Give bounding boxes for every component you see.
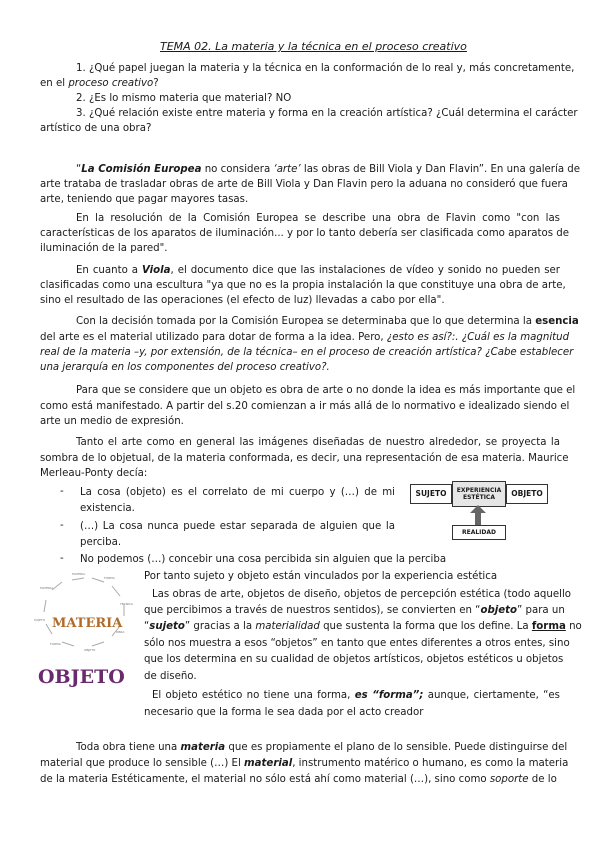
up-arrow-icon	[470, 505, 486, 525]
bullet-dash: -	[60, 486, 64, 497]
paragraph-7-line-2: Las obras de arte, objetos de diseño, objetos de percepción estética (todo aquello	[152, 589, 572, 600]
paragraph-1-line-2: arte trataba de trasladar obras de arte de Bill Viola y Dan Flavin pero la aduana no consideró que fuera	[40, 179, 568, 190]
question-3-line-1: 3. ¿Qué relación existe entre materia y forma en la creación artística? ¿Cuál determina el carácter	[76, 108, 578, 119]
bullet-3: No podemos (…) concebir una cosa percibida sin alguien que la perciba	[80, 554, 447, 565]
paragraph-7-line-3: que percibimos a través de nuestros sentidos), se convierten en “objeto” para un	[144, 605, 565, 616]
diagram-experience-box: EXPERIENCIA ESTÉTICA	[452, 481, 506, 507]
bullet-2-line-1: (…) La cosa nunca puede estar separada de alguien que la	[80, 521, 395, 532]
experience-diagram	[408, 476, 548, 540]
cycle-ring-label: OBRA	[116, 630, 125, 634]
question-1-line-2: en el proceso creativo?	[40, 78, 159, 89]
paragraph-3-line-1: En cuanto a Viola, el documento dice que las instalaciones de vídeo y sonido no pueden ser	[76, 265, 560, 276]
paragraph-8-line-1: El objeto estético no tiene una forma, es “forma”; aunque, ciertamente, “es	[152, 690, 560, 701]
cycle-arrows	[32, 572, 136, 652]
question-3-line-2: artístico de una obra?	[40, 123, 152, 134]
paragraph-9-line-3: de la materia Estéticamente, el material no sólo está ahí como material (…), sino como soporte de lo	[40, 774, 557, 785]
paragraph-3-line-3: sino el resultado de las operaciones (el efecto de luz) llevadas a cabo por ella".	[40, 295, 445, 306]
paragraph-3-line-2: clasificadas como una escultura "ya que no es la propia instalación la que constituye una obra de arte,	[40, 280, 566, 291]
cycle-ring-label: FORMA	[104, 576, 115, 580]
cycle-ring-label: MATERIA	[40, 586, 54, 590]
paragraph-9-line-2: material que produce lo sensible (…) El material, instrumento matérico o humano, es como la materia	[40, 758, 569, 769]
diagram-reality-box: REALIDAD	[452, 525, 506, 540]
paragraph-7-line-4: “sujeto” gracias a la materialidad que sustenta la forma que los define. La forma no	[144, 621, 582, 632]
bullet-2-line-2: perciba.	[80, 537, 122, 548]
paragraph-6-line-3: Merleau-Ponty decía:	[40, 468, 148, 479]
cycle-ring-label: FORMA	[50, 642, 61, 646]
paragraph-6-line-2: sombra de lo objetual, de la materia conformada, es decir, una representación de esa materia. Maurice	[40, 453, 569, 464]
cycle-ring-label: OBJETO	[84, 648, 96, 652]
cycle-ring-label: MATERIA	[72, 572, 86, 576]
paragraph-5-line-3: arte un medio de expresión.	[40, 416, 184, 427]
paragraph-7-line-6: que los determina en su cualidad de objetos artísticos, objetos estéticos u objetos	[144, 654, 564, 665]
paragraph-1-line-1: “La Comisión Europea no considera ‘arte’ las obras de Bill Viola y Dan Flavin”. En una galería de	[76, 164, 581, 175]
bullet-1-line-2: existencia.	[80, 503, 135, 514]
paragraph-8-line-2: necesario que la forma le sea dada por el acto creador	[144, 707, 424, 718]
question-2: 2. ¿Es lo mismo materia que material? NO	[76, 93, 292, 104]
paragraph-1-line-3: arte, teniendo que pagar mayores tasas.	[40, 194, 249, 205]
materia-objeto-cycle	[32, 572, 136, 690]
paragraph-5-line-2: como está manifestado. A partir del s.20 comienzan a ir más allá de lo normativo e idealizado siendo el	[40, 401, 570, 412]
paragraph-2-line-1: En la resolución de la Comisión Europea se describe una obra de Flavin como "con las	[76, 213, 560, 224]
paragraph-7-line-5: sólo nos muestra a esos “objetos” en tanto que entes diferentes a otros entes, sino	[144, 638, 570, 649]
bullet-1-line-1: La cosa (objeto) es el correlato de mi cuerpo y (…) de mi	[80, 487, 395, 498]
paragraph-4-line-2: del arte es el material utilizado para dotar de forma a la idea. Pero, ¿esto es así?:. ¿Cuál es la magnitud	[40, 332, 570, 343]
paragraph-4-line-1: Con la decisión tomada por la Comisión Europea se determinaba que lo que determina la esencia	[76, 316, 579, 327]
page-title: TEMA 02. La materia y la técnica en el proceso creativo	[160, 40, 467, 53]
paragraph-2-line-2: características de los aparatos de iluminación... y por lo tanto debería ser clasificada como aparatos de	[40, 228, 570, 239]
cycle-ring-label: TÉCNICA	[120, 602, 134, 606]
diagram-object-box: OBJETO	[506, 484, 548, 504]
diagram-subject-box: SUJETO	[410, 484, 452, 504]
paragraph-4-line-3: real de la materia –y, por extensión, de la técnica– en el proceso de creación artística? ¿Cabe establecer	[40, 347, 574, 358]
bullet-dash: -	[60, 553, 64, 564]
bullet-dash: -	[60, 520, 64, 531]
cycle-objeto-word: OBJETO	[38, 666, 125, 688]
paragraph-5-line-1: Para que se considere que un objeto es obra de arte o no donde la idea es más importante que el	[76, 385, 576, 396]
cycle-materia-word: MATERIA	[52, 616, 123, 631]
paragraph-9-line-1: Toda obra tiene una materia que es propiamente el plano de lo sensible. Puede distinguirse del	[76, 742, 568, 753]
cycle-ring-label: SUJETO	[34, 618, 46, 622]
paragraph-4-line-4: una jerarquía en los componentes del proceso creativo?.	[40, 362, 330, 373]
paragraph-7-line-1: Por tanto sujeto y objeto están vinculados por la experiencia estética	[144, 571, 498, 582]
paragraph-6-line-1: Tanto el arte como en general las imágenes diseñadas de nuestro alrededor, se proyecta la	[76, 437, 560, 448]
paragraph-2-line-3: iluminación de la pared".	[40, 243, 168, 254]
question-1-line-1: 1. ¿Qué papel juegan la materia y la técnica en la conformación de lo real y, más concretamente,	[76, 63, 575, 74]
paragraph-7-line-7: de diseño.	[144, 671, 197, 682]
